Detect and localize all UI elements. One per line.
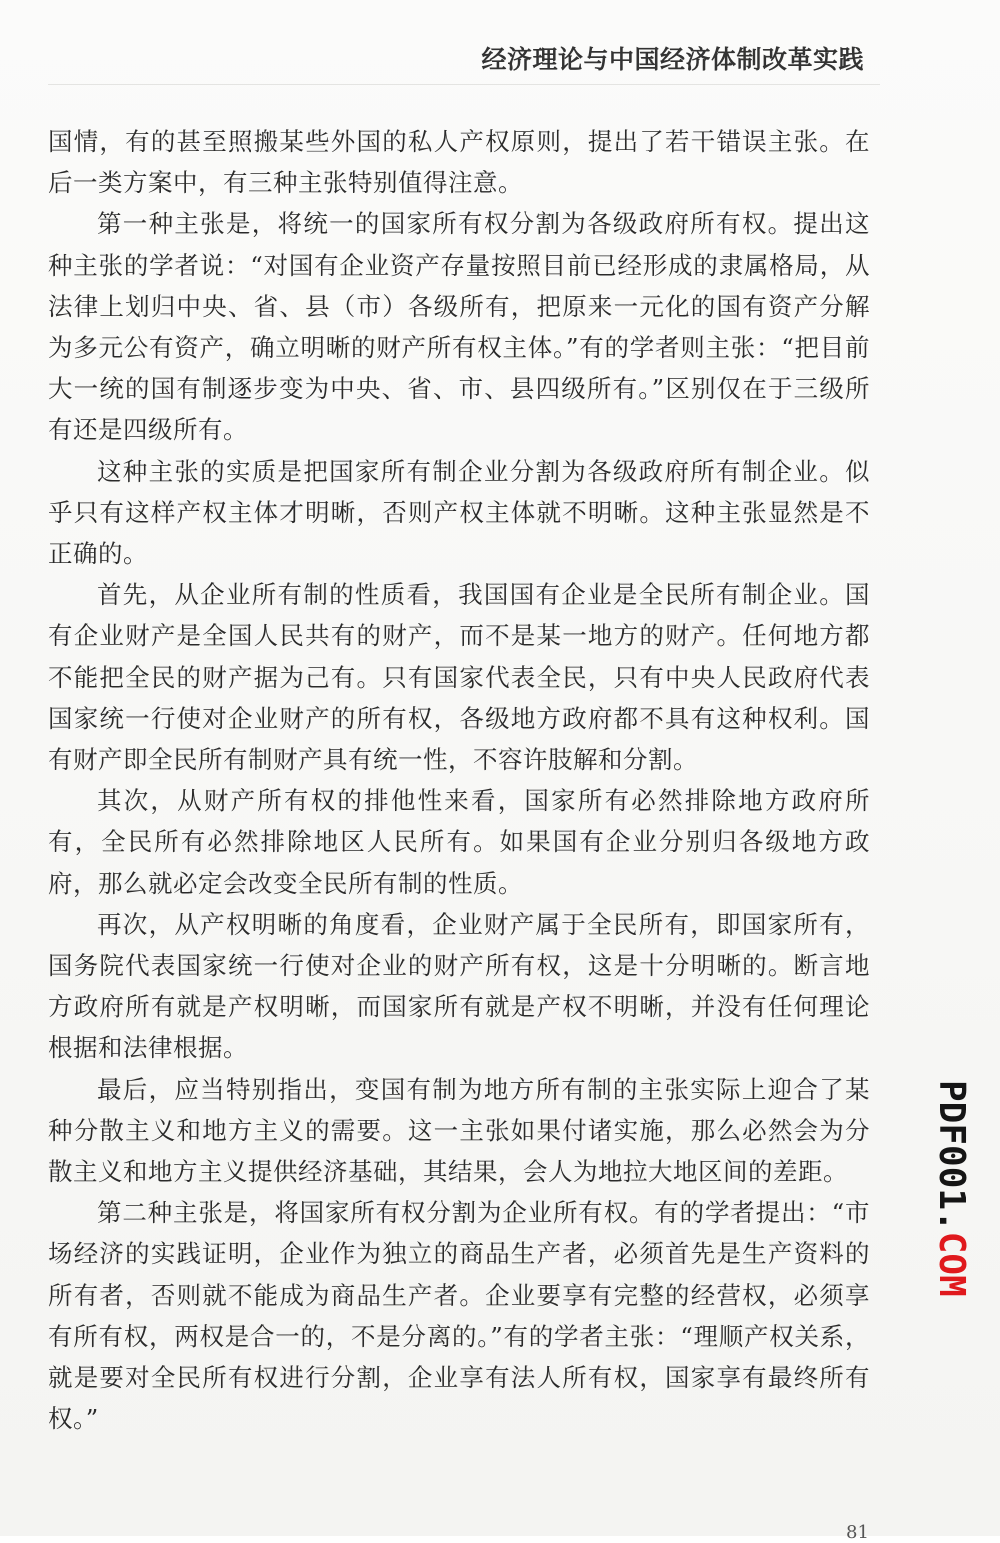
- watermark-domain: COM: [931, 1231, 972, 1297]
- watermark: [922, 1080, 980, 1297]
- body-text: [48, 121, 870, 1440]
- paragraph: 最后，应当特别指出，变国有制为地方所有制的主张实际上迎合了某种分散主义和地方主义的需要。这一主张如果付诸实施，那么必然会为分散主义和地方主义提供经济基础，其结果，会人为地拉大地区间的差距。: [48, 1074, 870, 1187]
- paragraph: 再次，从产权明晰的角度看，企业财产属于全民所有，即国家所有，国务院代表国家统一行使对企业的财产所有权，这是十分明晰的。断言地方政府所有就是产权明晰，而国家所有就是产权不明晰，并没有任何理论根据和法律根据。: [48, 909, 870, 1063]
- paragraph: 国情，有的甚至照搬某些外国的私人产权原则，提出了若干错误主张。在后一类方案中，有三种主张特别值得注意。: [48, 127, 870, 198]
- paragraph: 第一种主张是，将统一的国家所有权分割为各级政府所有权。提出这种主张的学者说：“对国有企业资产存量按照目前已经形成的隶属格局，从法律上划归中央、省、县（市）各级所有，把原来一元化的国有资产分解为多元公有资产，确立明晰的财产所有权主体。”有的学者则主张：“把目前大一统的国有制逐步变为中央、省、市、县四级所有。”区别仅在于三级所有还是四级所有。: [48, 209, 870, 445]
- paragraph: 首先，从企业所有制的性质看，我国国有企业是全民所有制企业。国有企业财产是全国人民共有的财产，而不是某一地方的财产。任何地方都不能把全民的财产据为己有。只有国家代表全民，只有中央人民政府代表国家统一行使对企业财产的所有权，各级地方政府都不具有这种权利。国有财产即全民所有制财产具有统一性，不容许肢解和分割。: [48, 580, 870, 775]
- page-number: 81: [846, 1522, 869, 1543]
- paragraph: 第二种主张是，将国家所有权分割为企业所有权。有的学者提出：“市场经济的实践证明，企业作为独立的商品生产者，必须首先是生产资料的所有者，否则就不能成为商品生产者。企业要享有完整的经营权，必须享有所有权，两权是合一的，不是分离的。”有的学者主张：“理顺产权关系，就是要对全民所有权进行分割，企业享有法人所有权，国家享有最终所有权。”: [48, 1198, 870, 1434]
- running-header-title: 经济理论与中国经济体制改革实践: [481, 45, 864, 74]
- header-rule: [48, 84, 880, 85]
- paragraph: 其次，从财产所有权的排他性来看，国家所有必然排除地方政府所有，全民所有必然排除地区人民所有。如果国有企业分别归各级地方政府，那么就必定会改变全民所有制的性质。: [48, 786, 870, 898]
- watermark-text: [922, 1080, 980, 1297]
- paragraph: 这种主张的实质是把国家所有制企业分割为各级政府所有制企业。似乎只有这样产权主体才明晰，否则产权主体就不明晰。这种主张显然是不正确的。: [48, 456, 870, 569]
- watermark-main: PDF001.: [931, 1080, 972, 1232]
